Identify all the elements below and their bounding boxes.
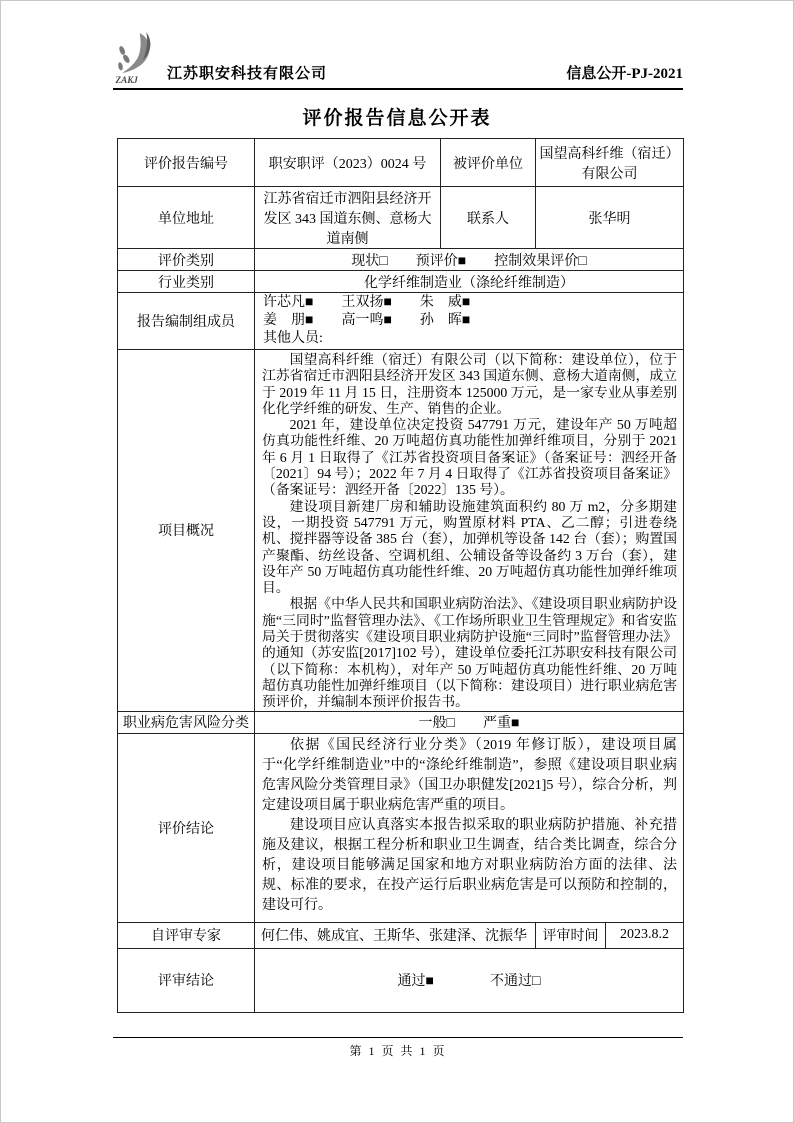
checkbox-severe: 严重■: [483, 716, 520, 732]
row-industry: [118, 271, 684, 293]
row-team: [118, 293, 684, 350]
row-eval-type: [118, 249, 684, 271]
company-name: 江苏职安科技有限公司: [167, 66, 328, 82]
row-address: [118, 187, 684, 249]
review-conclusion-options: [255, 948, 684, 1012]
eval-conclusion-label: 评价结论: [118, 733, 255, 922]
row-report-no: [118, 139, 684, 187]
row-review-conclusion: [118, 948, 684, 1012]
logo-text: ZAKJ: [115, 75, 138, 85]
team-label: 报告编制组成员: [118, 293, 255, 350]
header-brand: [113, 31, 327, 85]
row-project-overview: [118, 350, 684, 712]
team-members: [255, 293, 684, 350]
eval-type-label: 评价类别: [118, 249, 255, 271]
checkbox-pass: 通过■: [397, 974, 434, 990]
eval-conclusion-content: [255, 733, 684, 922]
overview-paragraph-1: 国望高科纤维（宿迁）有限公司（以下简称：建设单位），位于江苏省宿迁市泗阳县经济开发区 343 国道东侧、意杨大道南侧，成立于 2019 年 11 月 15 日，注册资本 125000 万元，是一家专业从事差别化化学纤维的研发、生产、销售的企业。: [262, 352, 677, 416]
evaluated-unit-label: 被评价单位: [441, 139, 536, 187]
overview-content: [255, 350, 684, 712]
document-number: 信息公开-PJ-2021: [566, 66, 683, 82]
team-line-other: 其他人员:: [263, 331, 323, 346]
review-date-value: 2023.8.2: [606, 922, 684, 948]
risk-class-options: [255, 711, 684, 733]
team-line-2: 姜 朋■ 高一鸣■ 孙 晖■: [263, 313, 471, 328]
checkbox-general: 一般□: [418, 716, 455, 732]
industry-value: 化学纤维制造业（涤纶纤维制造）: [255, 271, 684, 293]
conclusion-paragraph-2: 建设项目应认真落实本报告拟采取的职业病防护措施、补充措施及建议，根据工程分析和职业卫生调查，结合类比调查，综合分析，建设项目能够满足国家和地方对职业病防治方面的法律、法规、标准的要求，在投产运行后职业病危害是可以预防和控制的，建设可行。: [262, 817, 677, 913]
row-eval-conclusion: [118, 733, 684, 922]
page-number: 第 1 页 共 1 页: [349, 1044, 447, 1058]
review-conclusion-label: 评审结论: [118, 948, 255, 1012]
eval-type-options: [255, 249, 684, 271]
review-date-label: 评审时间: [536, 922, 606, 948]
row-experts: [118, 922, 684, 948]
checkbox-fail: 不通过□: [490, 974, 541, 990]
checkbox-current-status: 现状□: [351, 253, 388, 269]
industry-label: 行业类别: [118, 271, 255, 293]
checkbox-pre-evaluation: 预评价■: [415, 253, 467, 269]
contact-value: 张华明: [536, 187, 684, 249]
row-risk-class: [118, 711, 684, 733]
conclusion-paragraph-1: 依据《国民经济行业分类》（2019 年修订版），建设项目属于“化学纤维制造业”中的“涤纶纤维制造”，参照《建设项目职业病危害风险分类管理目录》（国卫办职健发[2021]5 号），综合分析，判定建设项目属于职业病危害严重的项目。: [262, 737, 677, 813]
risk-class-label: 职业病危害风险分类: [118, 711, 255, 733]
report-no-label: 评价报告编号: [118, 139, 255, 187]
page-header: [113, 27, 683, 90]
address-value: 江苏省宿迁市泗阳县经济开发区 343 国道东侧、意杨大道南侧: [255, 187, 441, 249]
experts-label: 自评审专家: [118, 922, 255, 948]
overview-paragraph-4: 根据《中华人民共和国职业病防治法》、《建设项目职业病防护设施“三同时”监督管理办法》、《工作场所职业卫生管理规定》和省安监局关于贯彻落实《建设项目职业病防护设施“三同时”监督管理办法》的通知（苏安监[2017]102 号），建设单位委托江苏职安科技有限公司（以下简称：本机构），对年产 50 万吨超仿真功能性纤维、20 万吨超仿真功能性加弹纤维项目（以下简称：建设项目）进行职业病危害预评价，并编制本预评价报告书。: [262, 596, 677, 710]
team-line-1: 许芯凡■ 王双扬■ 朱 威■: [263, 295, 471, 310]
address-label: 单位地址: [118, 187, 255, 249]
experts-names: 何仁伟、姚成宜、王斯华、张建泽、沈振华: [255, 922, 536, 948]
report-no-value: 职安职评（2023）0024 号: [255, 139, 441, 187]
contact-label: 联系人: [441, 187, 536, 249]
overview-paragraph-3: 建设项目新建厂房和辅助设施建筑面积约 80 万 m2，分多期建设，一期投资 547791 万元，购置原材料 PTA、乙二醇；引进卷绕机、搅拌器等设备 385 台（套），加弹机等设备 142 台（套）；购置国产聚酯、纺丝设备、空调机组、公辅设备等设备约 3 万台（套），建设年产 50 万吨超仿真功能性纤维、20 万吨超仿真功能性加弹纤维项目。: [262, 498, 677, 596]
page-title: 评价报告信息公开表: [302, 108, 492, 129]
page-footer: [113, 1037, 683, 1059]
company-logo-icon: [113, 31, 163, 85]
evaluated-unit-value: 国望高科纤维（宿迁）有限公司: [536, 139, 684, 187]
info-table: [117, 138, 684, 1013]
overview-paragraph-2: 2021 年，建设单位决定投资 547791 万元，建设年产 50 万吨超仿真功能性纤维、20 万吨超仿真功能性加弹纤维项目，分别于 2021 年 6 月 1 日取得了《江苏省投资项目备案证》（备案证号：泗经开备〔2021〕94 号）；2022 年 7 月 4 日取得了《江苏省投资项目备案证》（备案证号：泗经开备〔2022〕135 号）。: [262, 417, 677, 498]
footer-divider: [113, 1037, 683, 1038]
checkbox-control-effect: 控制效果评价□: [494, 253, 587, 269]
overview-label: 项目概况: [118, 350, 255, 712]
